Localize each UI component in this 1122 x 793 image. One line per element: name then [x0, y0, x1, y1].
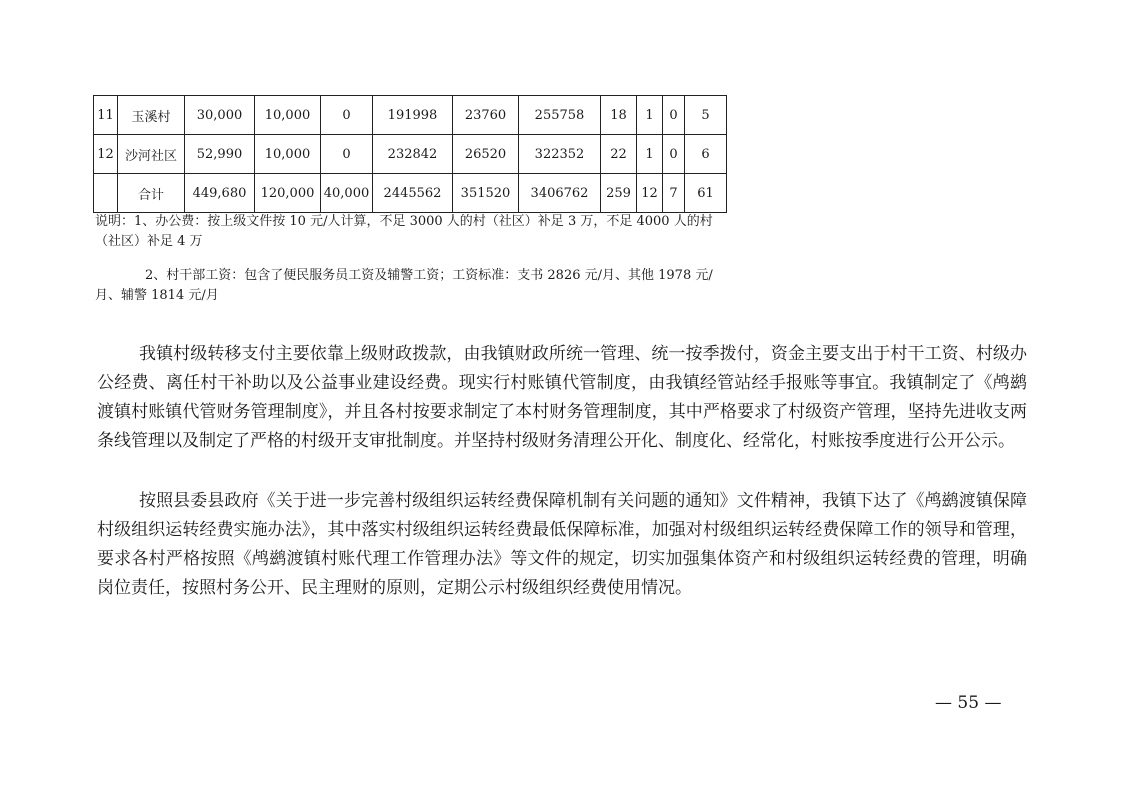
table-cell: 3406762 — [519, 174, 601, 213]
table-cell: 61 — [685, 174, 727, 213]
table-cell: 0 — [663, 96, 685, 135]
table-row — [94, 96, 727, 135]
body-paragraph-transfer-payment: 我镇村级转移支付主要依靠上级财政拨款，由我镇财政所统一管理、统一按季拨付，资金主要支出于村干工资、村级办公经费、离任村干补助以及公益事业建设经费。现实行村账镇代管制度，由我镇经管站经手报账等事宜。我镇制定了《鸬鹚渡镇村账镇代管财务管理制度》，并且各村按要求制定了本村财务管理制度，其中严格要求了村级资产管理，坚持先进收支两条线管理以及制定了严格的村级开支审批制度。并坚持村级财务清理公开化、制度化、经常化，村账按季度进行公开公示。 — [97, 344, 1027, 451]
table-cell: 10,000 — [255, 135, 321, 174]
table-row — [94, 135, 727, 174]
table-note-cadre-wages: 2、村干部工资：包含了便民服务员工资及辅警工资；工资标准：支书 2826 元/月、其他 1978 元/月、辅警 1814 元/月 — [95, 268, 713, 303]
table-cell: 1 — [637, 96, 663, 135]
table-cell: 351520 — [453, 174, 519, 213]
table-cell: 5 — [685, 96, 727, 135]
table-cell: 52,990 — [185, 135, 255, 174]
table-cell: 23760 — [453, 96, 519, 135]
table-cell: 255758 — [519, 96, 601, 135]
row-number: 11 — [94, 96, 118, 135]
body-paragraph-funding-guarantee: 按照县委县政府《关于进一步完善村级组织运转经费保障机制有关问题的通知》文件精神，我镇下达了《鸬鹚渡镇保障村级组织运转经费实施办法》，其中落实村级组织运转经费最低保障标准，加强对村级组织运转经费保障工作的领导和管理，要求各村严格按照《鸬鹚渡镇村账代理工作管理办法》等文件的规定，切实加强集体资产和村级组织运转经费的管理，明确岗位责任，按照村务公开、民主理财的原则，定期公示村级组织经费使用情况。 — [97, 491, 1027, 598]
table-cell: 22 — [601, 135, 637, 174]
total-row — [94, 174, 727, 213]
table-cell: 0 — [321, 96, 373, 135]
table-cell: 322352 — [519, 135, 601, 174]
table-cell: 191998 — [373, 96, 453, 135]
village-name: 沙河社区 — [118, 135, 185, 174]
table-cell: 0 — [663, 135, 685, 174]
table-cell: 30,000 — [185, 96, 255, 135]
row-number: 12 — [94, 135, 118, 174]
table-cell: 232842 — [373, 135, 453, 174]
budget-table — [93, 95, 727, 213]
table-cell: 449,680 — [185, 174, 255, 213]
table-cell: 7 — [663, 174, 685, 213]
table-cell: 2445562 — [373, 174, 453, 213]
table-cell: 26520 — [453, 135, 519, 174]
table-cell: 10,000 — [255, 96, 321, 135]
table-cell: 1 — [637, 135, 663, 174]
table-cell: 6 — [685, 135, 727, 174]
table-note-office-expenses: 说明：1、办公费：按上级文件按 10 元/人计算，不足 3000 人的村（社区）补足 3 万，不足 4000 人的村（社区）补足 4 万 — [95, 214, 713, 249]
page-number: — 55 — — [935, 693, 1002, 713]
table-cell: 120,000 — [255, 174, 321, 213]
table-cell: 18 — [601, 96, 637, 135]
table-cell: 0 — [321, 135, 373, 174]
table-cell: 40,000 — [321, 174, 373, 213]
total-label: 合计 — [118, 174, 185, 213]
row-number — [94, 174, 118, 213]
village-name: 玉溪村 — [118, 96, 185, 135]
table-cell: 259 — [601, 174, 637, 213]
table-cell: 12 — [637, 174, 663, 213]
